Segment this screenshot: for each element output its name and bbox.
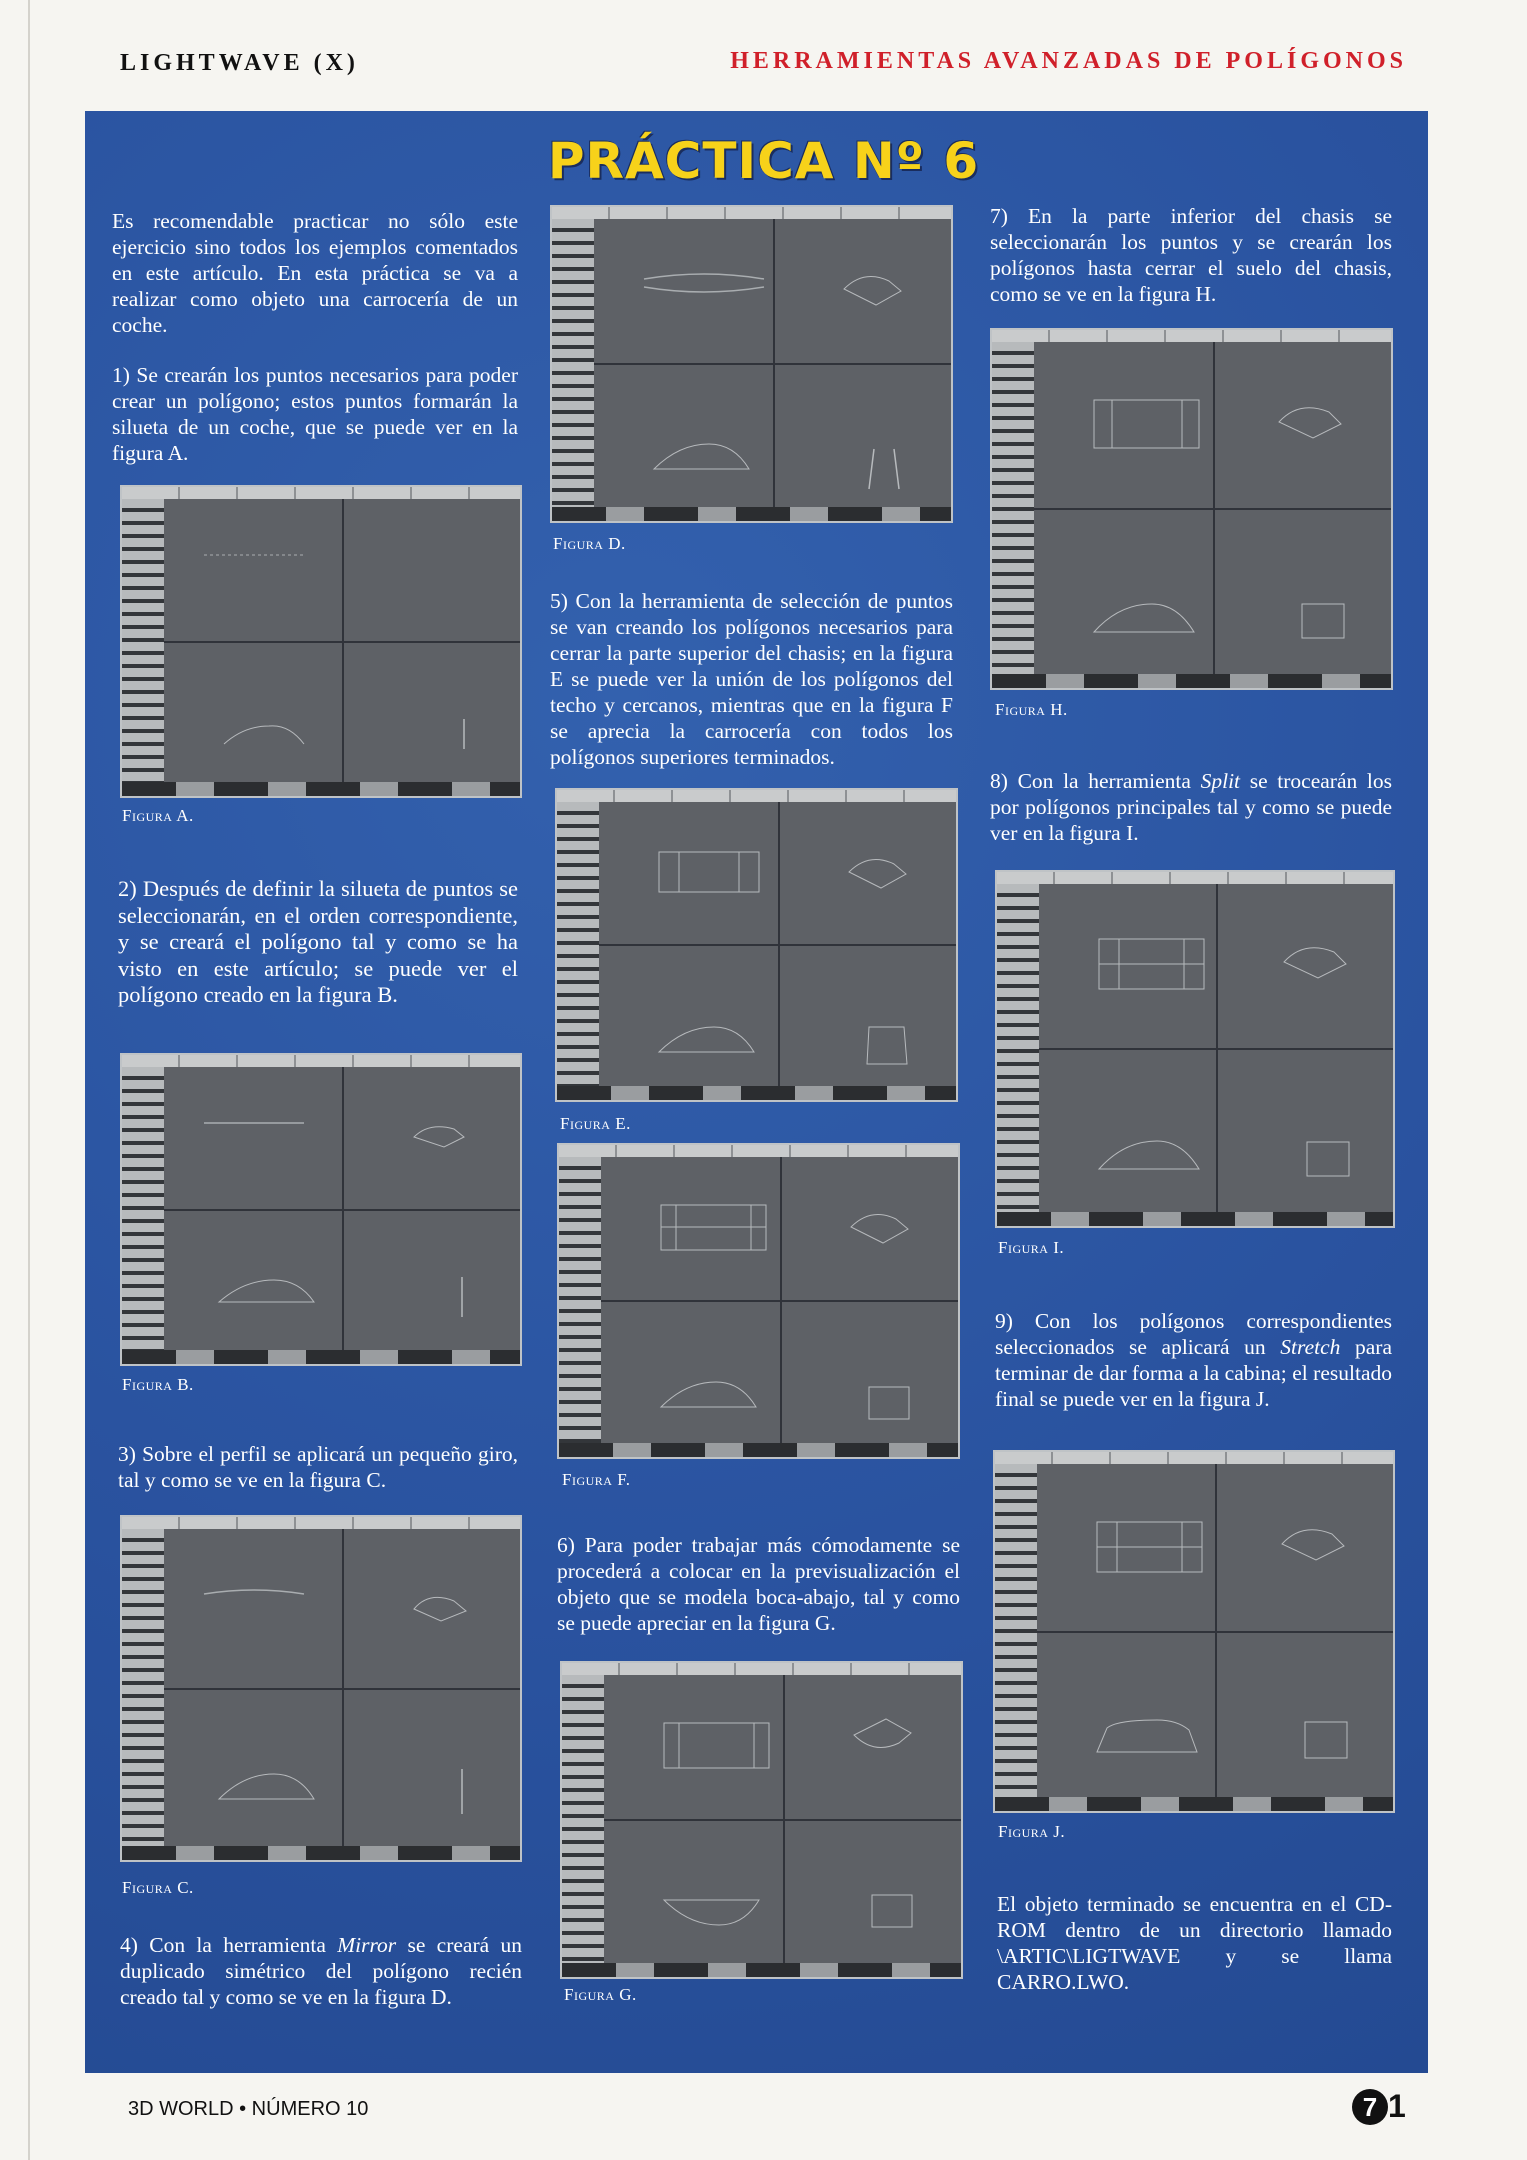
step-2-paragraph: 2) Después de definir la silueta de puntos se seleccionarán, en el orden correspondiente, y se creará el polígono tal y como se ha visto en este artículo; se puede ver el polígono creado en la figura B. xyxy=(118,876,518,1007)
stretch-tool-name: Stretch xyxy=(1280,1335,1341,1359)
figure-c-caption: Figura C. xyxy=(122,1878,194,1897)
figure-a-caption: Figura A. xyxy=(122,806,194,825)
practice-title: PRÁCTICA Nº 6 xyxy=(547,132,980,190)
figure-c-screenshot xyxy=(120,1515,522,1862)
figure-f-screenshot xyxy=(557,1143,960,1459)
figure-d-screenshot xyxy=(550,205,953,523)
figure-j-screenshot xyxy=(993,1450,1395,1813)
figure-b-screenshot xyxy=(120,1053,522,1366)
intro-paragraph: Es recomendable practicar no sólo este ejercicio sino todos los ejemplos comentados en este artículo. En esta práctica se va a realizar como objeto una carrocería de un coche. xyxy=(112,209,518,337)
figure-e-caption: Figura E. xyxy=(560,1114,631,1133)
step-7-paragraph: 7) En la parte inferior del chasis se seleccionarán los puntos y se crearán los polígonos hasta cerrar el suelo del chasis, como se ve en la figura H. xyxy=(990,204,1392,306)
step-9-paragraph: 9) Con los polígonos correspondientes seleccionados se aplicará un Stretch para terminar de dar forma a la cabina; el resultado final se puede ver en la figura J. xyxy=(995,1309,1392,1411)
step-8-paragraph: 8) Con la herramienta Split se trocearán los por polígonos principales tal y como se puede ver en la figura I. xyxy=(990,769,1392,845)
figure-g-caption: Figura G. xyxy=(564,1985,637,2004)
closing-paragraph: El objeto terminado se encuentra en el CD-ROM dentro de un directorio llamado \ARTIC\LIGTWAVE y se llama CARRO.LWO. xyxy=(997,1892,1392,1994)
step-4-paragraph: 4) Con la herramienta Mirror se creará un duplicado simétrico del polígono recién creado tal y como se ve en la figura D. xyxy=(120,1933,522,2009)
footer-publication: 3D WORLD • NÚMERO 10 xyxy=(128,2098,369,2120)
step-1-paragraph: 1) Se crearán los puntos necesarios para poder crear un polígono; estos puntos formarán la silueta de un coche, que se puede ver en la figura A. xyxy=(112,363,518,465)
page-number-circle: 7 xyxy=(1352,2089,1388,2125)
page-number xyxy=(1352,2086,1406,2125)
figure-a-screenshot xyxy=(120,485,522,798)
running-header-right: HERRAMIENTAS AVANZADAS DE POLÍGONOS xyxy=(730,48,1407,74)
figure-f-caption: Figura F. xyxy=(562,1470,631,1489)
mirror-tool-name: Mirror xyxy=(337,1933,397,1957)
running-header-left: LIGHTWAVE (X) xyxy=(120,50,359,76)
split-tool-name: Split xyxy=(1200,769,1241,793)
figure-i-caption: Figura I. xyxy=(998,1238,1065,1257)
step-5-paragraph: 5) Con la herramienta de selección de puntos se van creando los polígonos necesarios para cerrar la parte superior del chasis; en la figura E se puede ver la unión de los polígonos del techo y cercanos, mientras que en la figura F se aprecia la carrocería con todos los polígonos superiores terminados. xyxy=(550,589,953,769)
page-edge-rule xyxy=(28,0,30,2160)
figure-h-caption: Figura H. xyxy=(995,700,1068,719)
figure-d-caption: Figura D. xyxy=(553,534,626,553)
step-3-paragraph: 3) Sobre el perfil se aplicará un pequeño giro, tal y como se ve en la figura C. xyxy=(118,1442,518,1492)
step-6-paragraph: 6) Para poder trabajar más cómodamente se procederá a colocar en la previsualización el objeto que se modela boca-abajo, tal y como se puede apreciar en la figura G. xyxy=(557,1533,960,1635)
figure-h-screenshot xyxy=(990,328,1393,690)
figure-b-caption: Figura B. xyxy=(122,1375,194,1394)
figure-i-screenshot xyxy=(995,870,1395,1228)
figure-e-screenshot xyxy=(555,788,958,1102)
figure-j-caption: Figura J. xyxy=(998,1822,1066,1841)
figure-g-screenshot xyxy=(560,1661,963,1979)
page-number-rest: 1 xyxy=(1388,2088,1406,2125)
